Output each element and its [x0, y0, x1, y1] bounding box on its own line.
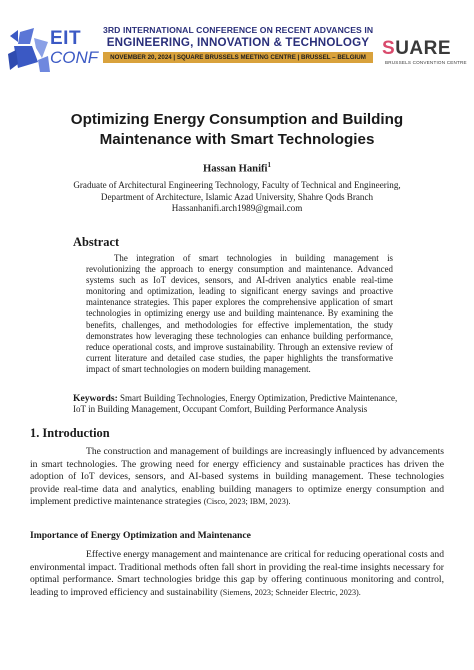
- conf-logo-text: CONF: [50, 48, 99, 67]
- conference-title-line2: ENGINEERING, INNOVATION & TECHNOLOGY: [106, 36, 370, 49]
- importance-citation: (Siemens, 2023; Schneider Electric, 2023).: [220, 587, 361, 597]
- conference-date-bar: NOVEMBER 20, 2024 | SQUARE BRUSSELS MEETING CENTRE | BRUSSEL – BELGIUM: [103, 52, 373, 63]
- introduction-citation: (Cisco, 2023; IBM, 2023).: [203, 497, 291, 507]
- section-heading-introduction: 1. Introduction: [30, 426, 110, 440]
- subsection-heading: Importance of Energy Optimization and Maintenance: [30, 530, 251, 541]
- conference-banner: [0, 0, 474, 86]
- keywords: [73, 393, 399, 416]
- abstract-text: The integration of smart technologies in building management is revolutionizing the approach to energy consumption and maintenance. Advanced systems such as IoT devices, sensors, and AI-driven analytics enable real-time monitoring and optimization, leading to significant energy savings and proactive maintenance strategies. This paper explores the comprehensive application of smart technologies in optimizing energy use and building maintenance. By examining the benefits, challenges, and methodologies for effective implementation, the study demonstrates how leveraging these technologies can enhance building performance, reduce operational costs, and improve sustainability. Through an extensive review of current literature and detailed case studies, the paper highlights the transformative impact of smart technologies on modern building management.: [86, 253, 393, 374]
- author-footnote-mark: 1: [267, 161, 271, 169]
- square-logo: [382, 38, 451, 60]
- author-name: Hassan Hanifi: [203, 163, 268, 175]
- square-logo-rest: UARE: [395, 38, 452, 59]
- author-affiliation: [40, 180, 434, 215]
- keywords-text: Smart Building Technologies, Energy Optimization, Predictive Maintenance, IoT in Building Management, Occupant Comfort, Building Performance Analysis: [73, 393, 398, 415]
- abstract-heading: Abstract: [73, 235, 120, 249]
- conference-title: [103, 25, 373, 63]
- affiliation-line-2: Department of Architecture, Islamic Azad University, Shahre Qods Branch: [100, 191, 374, 202]
- introduction-text: The construction and management of buildings are increasingly influenced by advancements in smart technologies. The growing need for energy efficiency and sustainable practices has driven the adoption of IoT devices, sensors, and AI-based systems in building management. These technologies provide real-time data and analytics, enabling building managers to optimize energy consumption and implement predictive maintenance strategies: [30, 446, 444, 508]
- paper-author: [40, 161, 434, 175]
- square-logo-s: S: [382, 38, 396, 59]
- paper-title: Optimizing Energy Consumption and Building Maintenance with Smart Technologies: [70, 111, 404, 148]
- square-logo-subtitle: BRUSSELS CONVENTION CENTRE: [385, 60, 467, 65]
- introduction-paragraph: [30, 446, 444, 509]
- affiliation-line-1: Graduate of Architectural Engineering Technology, Faculty of Technical and Engineering,: [73, 180, 401, 190]
- conference-title-line1: 3RD INTERNATIONAL CONFERENCE ON RECENT ADVANCES IN: [103, 25, 374, 35]
- importance-paragraph: [30, 549, 444, 599]
- keywords-label: Keywords:: [73, 393, 118, 404]
- author-email: Hassanhanifi.arch1989@gmail.com: [171, 203, 303, 213]
- importance-text: Effective energy management and maintenance are critical for reducing operational costs and environmental impact. Traditional methods often fall short in providing the real-time insights necessary for optimal performance. Smart technologies bridge this gap by offering continuous monitoring and control, leading to improved efficiency and sustainability: [30, 549, 444, 598]
- eit-logo-text: EIT: [50, 28, 82, 49]
- abstract-body: [86, 253, 393, 375]
